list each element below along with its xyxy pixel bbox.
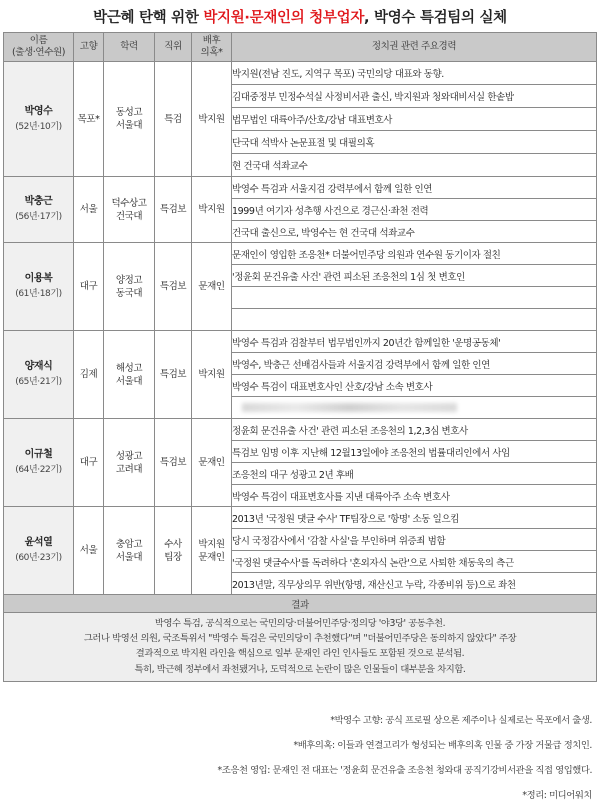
career-item: 1999년 여기자 성추행 사건으로 경근신·좌천 전력	[232, 199, 597, 221]
title-part2: , 박영수 특검팀의 실체	[364, 10, 507, 26]
table-row	[4, 177, 597, 199]
person-backer: 박지원	[192, 331, 232, 419]
prosecutor-table	[3, 32, 597, 682]
result-line: 박영수 특검, 공식적으로는 국민의당·더불어민주당·정의당 '야3당' 공동추천.	[154, 618, 446, 629]
person-name-cell	[4, 419, 74, 507]
page-title	[0, 0, 600, 32]
result-header: 결과	[4, 595, 597, 613]
person-name-cell	[4, 62, 74, 177]
career-item: 김대중정부 민정수석실 사정비서관 출신, 박지원과 청와대비서실 한솥밥	[232, 85, 597, 108]
result-header-row	[4, 595, 597, 613]
person-backer: 문재인	[192, 419, 232, 507]
career-item: 2013년 '국정원 댓글 수사' TF팀장으로 '항명' 소동 일으킴	[232, 507, 597, 529]
career-item: 특검보 임명 이후 지난해 12월13일에야 조응천의 법률대리인에서 사임	[232, 441, 597, 463]
person-education: 해성고 서울대	[104, 331, 155, 419]
career-item: 건국대 출신으로, 박영수는 현 건국대 석좌교수	[232, 221, 597, 243]
person-hometown: 서울	[74, 177, 104, 243]
career-item-empty	[232, 309, 597, 331]
person-info: (60년·23기)	[15, 553, 62, 563]
person-name: 윤석열	[24, 537, 53, 548]
person-education: 동성고 서울대	[104, 62, 155, 177]
career-item: 2013년말, 직무상의무 위반(항명, 재산신고 누락, 각종비위 등)으로 좌천	[232, 573, 597, 595]
person-name: 이규철	[24, 449, 53, 460]
person-info: (65년·21기)	[15, 377, 62, 387]
result-body-row	[4, 613, 597, 682]
person-info: (64년·22기)	[15, 465, 62, 475]
person-position: 특검보	[155, 419, 192, 507]
person-hometown: 서울	[74, 507, 104, 595]
table-row	[4, 331, 597, 353]
career-item: 박영수 특검과 서울지검 강력부에서 함께 일한 인연	[232, 177, 597, 199]
person-backer: 박지원	[192, 177, 232, 243]
footnote: *배후의혹: 이들과 연결고리가 형성되는 배후의혹 인물 중 가장 거물급 정치인.	[293, 740, 592, 751]
header-backer: 배후 의혹*	[192, 33, 232, 62]
header-position: 직위	[155, 33, 192, 62]
career-item: 정윤회 문건유출 사건' 관련 피소된 조응천의 1,2,3심 변호사	[232, 419, 597, 441]
career-item: 당시 국정감사에서 '감찰 사실'을 부인하며 위증죄 범함	[232, 529, 597, 551]
person-position: 특검보	[155, 243, 192, 331]
person-name: 이용복	[24, 273, 53, 284]
table-row	[4, 507, 597, 529]
person-name: 박충근	[24, 196, 53, 207]
person-hometown: 김제	[74, 331, 104, 419]
person-backer: 박지원	[192, 62, 232, 177]
career-item-blurred	[232, 397, 597, 419]
header-name: 이름 (출생·연수원)	[4, 33, 74, 62]
title-highlight: 박지원·문재인의 청부업자	[203, 10, 365, 26]
person-name-cell	[4, 243, 74, 331]
career-item: 박지원(전남 진도, 지역구 목포) 국민의당 대표와 동향.	[232, 62, 597, 85]
person-hometown: 대구	[74, 243, 104, 331]
footnote: *조응천 영입: 문재인 전 대표는 '정윤회 문건유출 조응천 청와대 공직기강비서관을 직접 영입했다.	[217, 765, 592, 776]
career-item: 조응천의 대구 성광고 2년 후배	[232, 463, 597, 485]
table-header-row	[4, 33, 597, 62]
header-career: 정치권 관련 주요경력	[232, 33, 597, 62]
table-row	[4, 419, 597, 441]
career-item: 단국대 석박사 논문표절 및 대필의혹	[232, 131, 597, 154]
person-info: (56년·17기)	[15, 212, 62, 222]
footnote: *박영수 고향: 공식 프로필 상으론 제주이나 실제로는 목포에서 출생.	[330, 715, 592, 726]
result-body	[4, 613, 597, 682]
person-info: (52년·10기)	[15, 121, 62, 132]
person-position: 특검보	[155, 331, 192, 419]
career-item: 박영수, 박충근 선배검사들과 서울지검 강력부에서 함께 일한 인연	[232, 353, 597, 375]
person-name: 양재식	[24, 361, 53, 372]
person-name: 박영수	[24, 105, 53, 117]
table-row	[4, 62, 597, 85]
person-backer: 박지원 문재인	[192, 507, 232, 595]
footnote-credit: *정리: 미디어워치	[522, 790, 592, 801]
person-name-cell	[4, 331, 74, 419]
person-education: 성광고 고려대	[104, 419, 155, 507]
person-hometown: 대구	[74, 419, 104, 507]
result-line: 결과적으로 박지원 라인을 핵심으로 일부 문재인 라인 인사들도 포함된 것으로 분석됨.	[135, 648, 465, 660]
career-item: 박영수 특검과 검찰부터 법무법인까지 20년간 함께일한 '운명공동체'	[232, 331, 597, 353]
person-hometown: 목포*	[74, 62, 104, 177]
person-position: 특검	[155, 62, 192, 177]
table-row	[4, 243, 597, 265]
career-item: 법무법인 대륙아주/산호/강남 대표변호사	[232, 108, 597, 131]
career-item-empty	[232, 287, 597, 309]
career-item: 박영수 특검이 대표변호사인 산호/강남 소속 변호사	[232, 375, 597, 397]
career-item: '정윤회 문건유출 사건' 관련 피소된 조응천의 1심 첫 변호인	[232, 265, 597, 287]
header-hometown: 고향	[74, 33, 104, 62]
result-line: 특히, 박근혜 정부에서 좌천됐거나, 도덕적으로 논란이 많은 인물들이 대부분을 차지함.	[134, 663, 466, 675]
title-part1: 박근혜 탄핵 위한	[93, 10, 204, 26]
career-item: 현 건국대 석좌교수	[232, 154, 597, 177]
person-position: 수사 팀장	[155, 507, 192, 595]
person-info: (61년·18기)	[15, 289, 62, 299]
person-name-cell	[4, 507, 74, 595]
blurred-text	[242, 403, 457, 412]
person-backer: 문재인	[192, 243, 232, 331]
career-item: 문재인이 영입한 조응천* 더불어민주당 의원과 연수원 동기이자 절친	[232, 243, 597, 265]
footnotes	[2, 712, 592, 812]
person-education: 충암고 서울대	[104, 507, 155, 595]
person-education: 양정고 동국대	[104, 243, 155, 331]
person-name-cell	[4, 177, 74, 243]
career-item: '국정원 댓글수사'를 독려하다 '혼외자식 논란'으로 사퇴한 채동욱의 측근	[232, 551, 597, 573]
person-education: 덕수상고 건국대	[104, 177, 155, 243]
result-line: 그러나 박영선 의원, 국조특위서 "박영수 특검은 국민의당이 추천했다"며 "더불어민주당은 동의하지 않았다" 주장	[83, 633, 517, 645]
header-education: 학력	[104, 33, 155, 62]
person-position: 특검보	[155, 177, 192, 243]
career-item: 박영수 특검이 대표변호사를 지낸 대륙아주 소속 변호사	[232, 485, 597, 507]
